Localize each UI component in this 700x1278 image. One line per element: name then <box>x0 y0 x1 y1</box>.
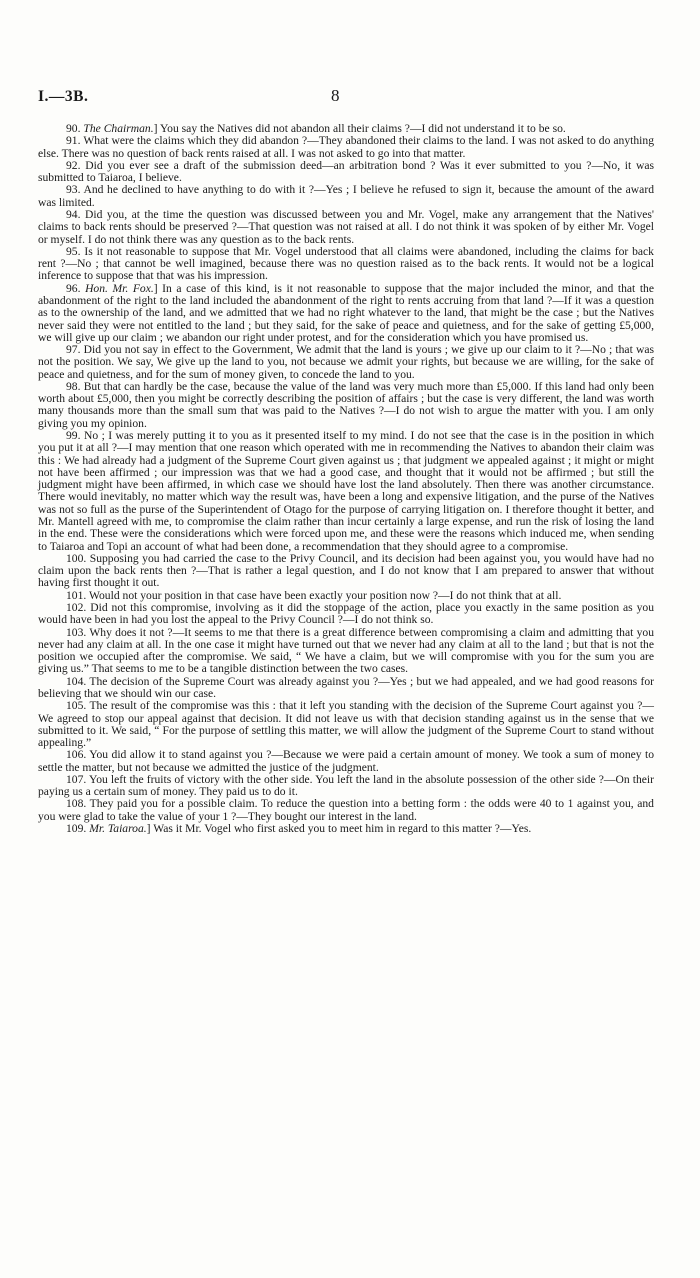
paragraph <box>38 184 654 209</box>
paragraph-number: 97. <box>66 343 81 357</box>
paragraph-text: The decision of the Supreme Court was already against you ?—Yes ; but we had appealed, and we had good reasons for believing that we should win our case. <box>38 674 654 700</box>
paragraph-text: The result of the compromise was this : that it left you standing with the decision of the Supreme Court against you ?—We agreed to stop our appeal against that decision. It did not leave us with that decision standing against us in the sense that we submitted to it. We said, “ For the purpose of settling this matter, we will allow the judgment of the Supreme Court to stand without appealing.” <box>38 699 654 750</box>
paragraph-text: You left the fruits of victory with the other side. You left the land in the absolute possession of the other side ?—On their paying us a certain sum of money. They paid us to do it. <box>38 772 654 799</box>
paragraph-number: 98. <box>66 379 81 393</box>
paragraph <box>38 381 654 430</box>
paragraph <box>38 700 654 749</box>
paragraph-text: Would not your position in that case have been exactly your position now ?—I do not think that at all. <box>89 588 562 602</box>
paragraph-text: No ; I was merely putting it to you as it presented itself to my mind. I do not see that the case is in the position in which you put it at all ?—I may mention that one reason which operated with me in recommending the Natives to abandon their claim was this : We had already had a judgment of the Supreme Court given against us ; that judgment we appealed against ; it might or might not have been affirmed ; our impression was that we had a good case, and thought that it would not be affirmed ; but still the judgment might have been affirmed, in which case we should have lost the land absolutely. Then there was another circumstance. There would inevitably, no matter which way the result was, have been a long and expensive litigation, and the purse of the Natives was not so full as the purse of the Superintendent of Otago for the purpose of carrying litigation on. I therefore thought it better, and Mr. Mantell agreed with me, to compromise the claim rather than incur certainly a large expense, and run the risk of losing the land in the end. These were the considerations which were forced upon me, and these were the reasons which induced me, when sending to Taiaroa and Topi an account of what had been done, a recommendation that they should agree to a compromise. <box>38 429 655 553</box>
paragraph-number: 92. <box>66 158 81 172</box>
paragraph: 109. Mr. Taiaroa.] Was it Mr. Vogel who first asked you to meet him in regard to this matter ?—Yes. <box>66 822 532 836</box>
paragraph <box>38 430 654 553</box>
paragraph-number: 105. <box>66 699 87 713</box>
paragraph-number: 107. <box>66 772 87 786</box>
document-body <box>38 123 654 835</box>
paragraph-text: Did you, at the time the question was discussed between you and Mr. Vogel, make any arrangement that the Natives' claims to back rents should be preserved ?—That question was not raised at all. I do not think it was spoken of by either Mr. Vogel or myself. I do not think there was any question as to the back rents. <box>38 207 654 246</box>
paragraph-number: 100. <box>66 551 87 565</box>
paragraph-text: You say the Natives did not abandon all their claims ?—I did not understand it to be so. <box>159 122 566 135</box>
paragraph <box>38 209 654 246</box>
paragraph-text: Did not this compromise, involving as it did the stoppage of the action, place you exactly in the same position as you would have been in had you lost the appeal to the Privy Council ?—I do not think so. <box>38 600 654 627</box>
paragraph <box>38 246 654 283</box>
paragraph <box>38 774 654 799</box>
paragraph <box>38 602 654 627</box>
paragraph-number: 95. <box>66 244 81 258</box>
paragraph-text: They paid you for a possible claim. To reduce the question into a betting form : the odds were 40 to 1 against you, and you were glad to take the value of your 1 ?—They bought our interest in the land. <box>38 797 654 823</box>
speaker-name: The Chairman. <box>83 122 154 135</box>
paragraph-number: 93. <box>66 183 81 197</box>
paragraph-number: 109. <box>66 822 87 836</box>
paragraph-text: Supposing you had carried the case to the Privy Council, and its decision had been against you, you would have had no claim upon the back rents then ?—That is rather a legal question, and I do not know that I am prepared to answer that without having first thought it out. <box>38 551 655 590</box>
paragraph-number: 101. <box>66 588 87 602</box>
speaker-name: Mr. Taiaroa. <box>89 822 147 836</box>
paragraph-number: 103. <box>66 625 87 639</box>
speaker-name: Hon. Mr. Fox. <box>85 281 154 295</box>
paragraph-number: 99. <box>66 429 81 443</box>
paragraph <box>38 135 654 160</box>
page-header <box>38 88 654 110</box>
paragraph-number: 96. <box>66 281 81 295</box>
paragraph-text: Did you ever see a draft of the submission deed—an arbitration bond ? Was it ever submitted to you ?—No, it was submitted to Taiaroa, I believe. <box>38 158 654 185</box>
paragraph-text: Was it Mr. Vogel who first asked you to meet him in regard to this matter ?—Yes. <box>153 822 532 836</box>
paragraph-number: 102. <box>66 600 87 614</box>
paragraph-text: Did you not say in effect to the Government, We admit that the land is yours ; we give up our claim to it ?—No ; that was not the position. We say, We give up the land to you, not because we admit your rights, but because we are willing, for the sake of peace and quietness, and for the sum of money given, to concede the land to you. <box>38 343 654 381</box>
paragraph-text: What were the claims which they did abandon ?—They abandoned their claims to the land. I was not asked to do anything else. There was no question of back rents raised at all. I was not asked to go into that matter. <box>38 134 654 160</box>
paragraph <box>38 553 654 590</box>
page-number: 8 <box>331 86 340 105</box>
paragraph-text: And he declined to have anything to do with it ?—Yes ; I believe he refused to sign it, because the amount of the award was limited. <box>38 183 654 209</box>
paragraph: 96. Hon. Mr. Fox.] In a case of this kind, is it not reasonable to suppose that the major included the minor, and that the abandonment of the right to the land included the abandonment of the right to rents accruing from that land ?—If it was a question as to the ownership of the land, and we admitted that we had no right whatever to the land, that might be the case ; but the Natives never said they were not entitled to the land ; but they said, for the sake of peace and quietness, and for the sake of getting £5,000, we will give up our claim ; we abandon our right under protest, and for the consideration which you have promised us. <box>38 281 654 344</box>
paragraph-text: Why does it not ?—It seems to me that there is a great difference between compromising a claim and admitting that you never had any claim at all. In the one case it might have turned out that we never had any claim at all to the land ; but that is not the position we occupied after the compromise. We said, “ We have a claim, but we will compromise with you for the sum you are giving us.” That seems to me to be a tangible distinction between the two cases. <box>38 625 654 676</box>
paragraph-number: 94. <box>66 207 81 221</box>
paragraph: 90. The Chairman.] You say the Natives did not abandon all their claims ?—I did not understand it to be so. <box>66 122 566 135</box>
paragraph-number: 104. <box>66 674 87 688</box>
paragraph-text: But that can hardly be the case, because the value of the land was very much more than £5,000. If this land had only been worth about £5,000, then you might be correctly describing the position of affairs ; but the case is very different, the land was worth many thousands more than the small sum that was paid to the Natives ?—I do not wish to argue the matter with you. I am only giving you my opinion. <box>38 379 654 430</box>
paragraph-number: 91. <box>66 134 81 148</box>
paragraph-number: 108. <box>66 797 87 811</box>
paragraph <box>38 160 654 185</box>
paragraph-text: In a case of this kind, is it not reasonable to suppose that the major included the minor, and that the abandonment of the right to the land included the abandonment of the right to rents accruing from that land ?—If it was a question as to the ownership of the land, and we admitted that we had no right whatever to the land, that might be the case ; but the Natives never said they were not entitled to the land ; but they said, for the sake of peace and quietness, and for the sake of getting £5,000, we will give up our claim ; we abandon our right under protest, and for the consideration which you have promised us. <box>38 281 654 344</box>
paragraph <box>38 798 654 823</box>
paragraph-text: Is it not reasonable to suppose that Mr. Vogel understood that all claims were abandoned, including the claims for back rent ?—No ; that cannot be well imagined, because there was no question raised as to the back rents. It would not be a logical inference to suppose that that was his impression. <box>38 244 654 283</box>
paragraph <box>38 344 654 381</box>
document-reference: I.—3B. <box>38 88 89 105</box>
paragraph-number: 106. <box>66 748 87 762</box>
paragraph <box>38 676 654 701</box>
paragraph <box>38 627 654 676</box>
paragraph <box>38 749 654 774</box>
paragraph-number: 90. <box>66 122 81 135</box>
paragraph-text: You did allow it to stand against you ?—Because we were paid a certain amount of money. We took a sum of money to settle the matter, but not because we admitted the justice of the judgment. <box>38 748 655 774</box>
